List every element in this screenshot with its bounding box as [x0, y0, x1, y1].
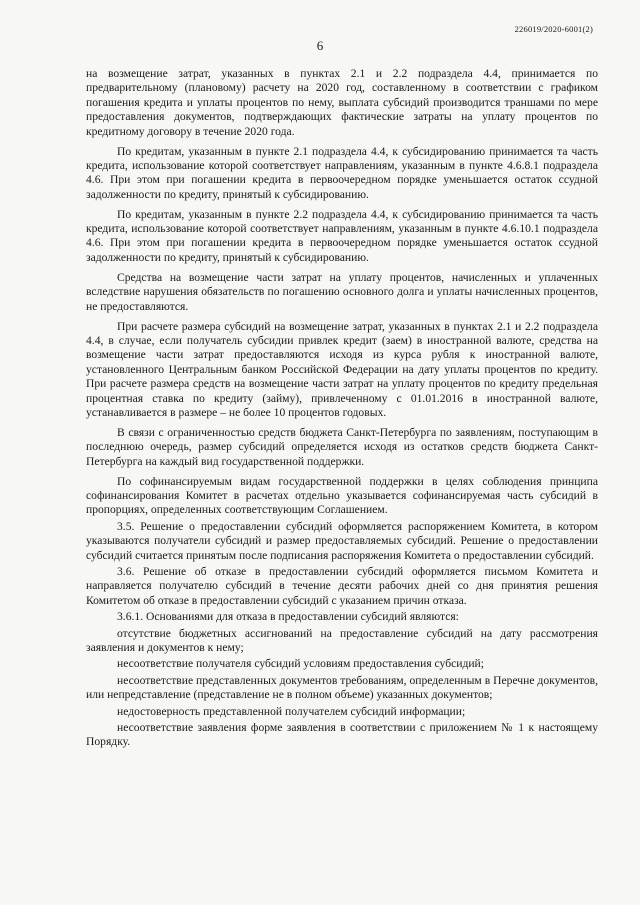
paragraph: При расчете размера субсидий на возмещение затрат, указанных в пунктах 2.1 и 2.2 подраздела 4.4, в случае, если получатель субсидии привлек кредит (заем) в иностранной валюте, средства на возмещение части затрат предоставляются исходя из курса рубля к иностранной валюте, установленного Центральным банком Российской Федерации на дату уплаты процентов по кредиту. При расчете размера средств на возмещение части затрат на уплату процентов по кредиту предельная процентная ставка по кредиту (займу), привлеченному с 01.01.2016 в иностранной валюте, устанавливается в размере – не более 10 процентов годовых. [86, 319, 598, 419]
list-item: недостоверность представленной получателем субсидий информации; [117, 704, 466, 718]
list-item: несоответствие представленных документов требованиям, определенным в Перечне документов, или непредставление (представление не в полном объеме) указанных документов; [86, 673, 598, 702]
page-number: 6 [316, 38, 324, 53]
paragraph: 3.6.1. Основаниями для отказа в предоставлении субсидий являются: [117, 610, 459, 624]
paragraph: По кредитам, указанным в пункте 2.1 подраздела 4.4, к субсидированию принимается та часть кредита, использование которой соответствует направлениям, указанным в пункте 4.6.8.1 подраздела 4.6. При этом при погашении кредита в первоочередном порядке уменьшается остаток ссудной задолженности по кредиту, принятый к субсидированию. [86, 144, 598, 201]
paragraph: По софинансируемым видам государственной поддержки в целях соблюдения принципа софинансирования Комитет в расчетах отдельно указывается софинансируемая часть субсидий в пропорциях, определенных соответствующим Соглашением. [86, 474, 598, 517]
paragraph: Средства на возмещение части затрат на уплату процентов, начисленных и уплаченных вследствие нарушения обязательств по погашению основного долга и уплаты начисленных процентов, не предоставляются. [86, 270, 598, 313]
paragraph: на возмещение затрат, указанных в пунктах 2.1 и 2.2 подраздела 4.4, принимается по предварительному (плановому) расчету на 2020 год, составленному в соответствии с графиком погашения кредита и уплаты процентов по нему, выплата субсидий производится траншами по мере предоставления документов, подтверждающих фактические затраты на уплату процентов по кредитному договору в течение 2020 года. [86, 67, 598, 138]
paragraph: По кредитам, указанным в пункте 2.2 подраздела 4.4, к субсидированию принимается та часть кредита, использование которой соответствует направлениям, указанным в пункте 4.6.10.1 подраздела 4.6. При этом при погашении кредита в первоочередном порядке уменьшается остаток ссудной задолженности по кредиту, принятый к субсидированию. [86, 207, 598, 264]
list-item: несоответствие получателя субсидий условиям предоставления субсидий; [117, 657, 484, 671]
paragraph: 3.6. Решение об отказе в предоставлении субсидий оформляется письмом Комитета и направляется получателю субсидий в течение десяти рабочих дней со дня принятия решения Комитетом об отказе в предоставлении субсидий с указанием причин отказа. [86, 565, 598, 607]
paragraph: В связи с ограниченностью средств бюджета Санкт-Петербурга по заявлениям, поступающим в последнюю очередь, размер субсидий определяется исходя из остатков средств бюджета Санкт-Петербурга на каждый вид государственной поддержки. [86, 425, 598, 468]
document-id: 226019/2020-6001(2) [514, 24, 593, 34]
paragraph: 3.5. Решение о предоставлении субсидий оформляется распоряжением Комитета, в котором указываются получатели субсидий и размер предоставляемых субсидий. Решение о предоставлении субсидий считается принятым после подписания распоряжения Комитета о предоставлении субсидий. [86, 519, 598, 562]
document-body [86, 67, 598, 752]
list-item: отсутствие бюджетных ассигнований на предоставление субсидий на дату рассмотрения заявления и документов к нему; [86, 626, 598, 655]
list-item: несоответствие заявления форме заявления в соответствии с приложением № 1 к настоящему Порядку. [86, 721, 598, 749]
